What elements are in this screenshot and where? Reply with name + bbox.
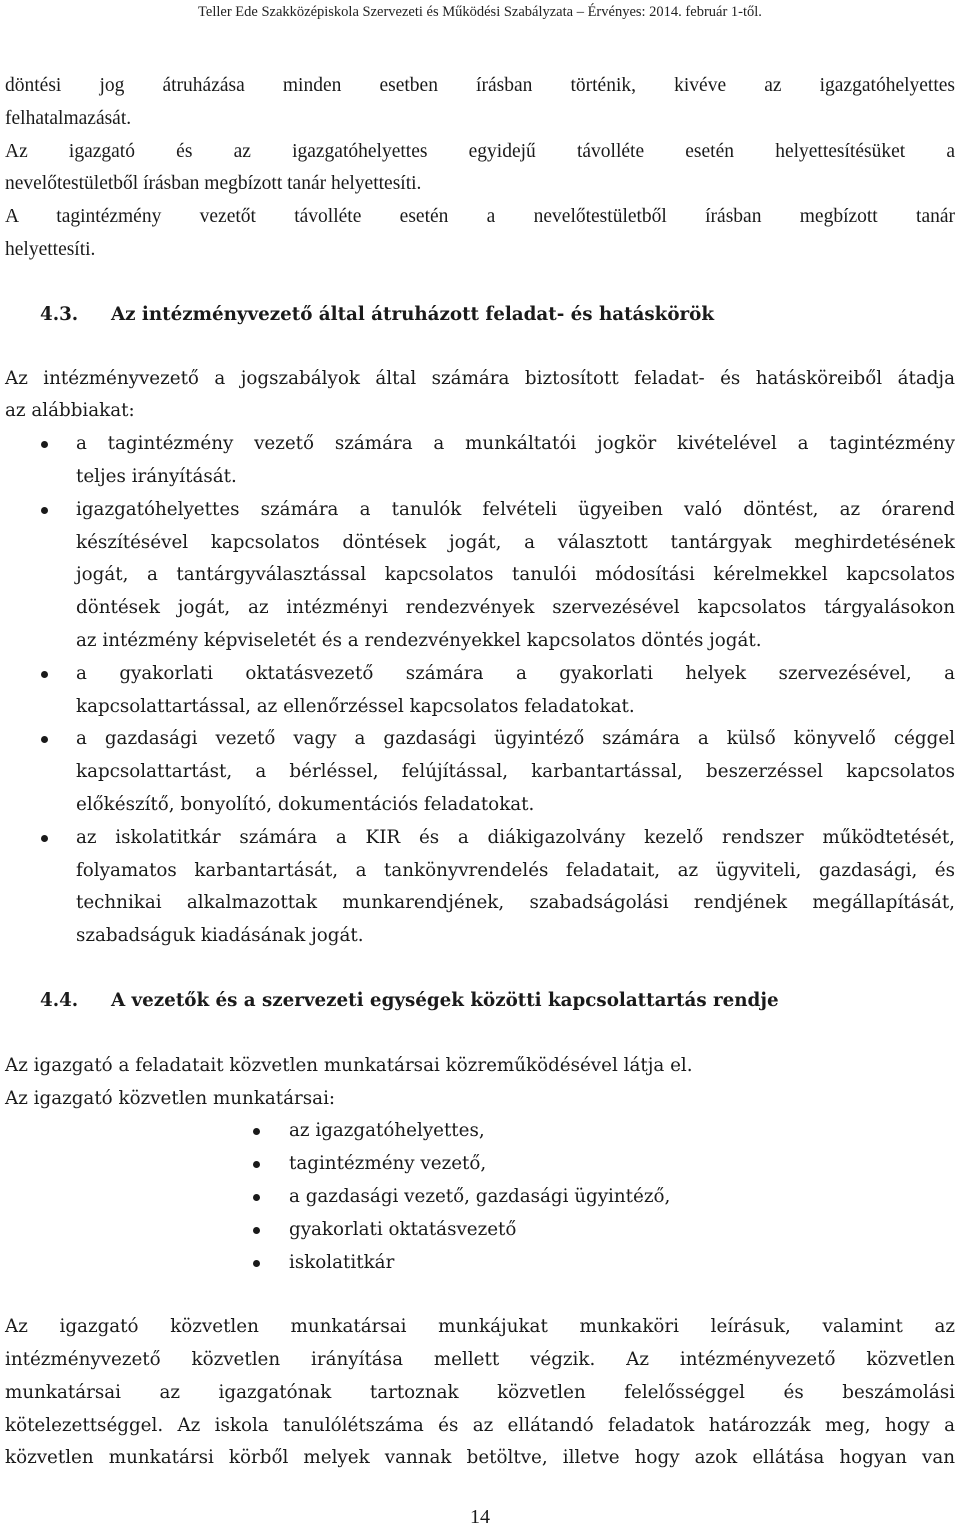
delegation-list (5, 428, 955, 953)
text-line: kapcsolattartást, a bérléssel, felújítással, karbantartással, beszerzéssel kapcsolatos (76, 761, 955, 783)
text-line: intézményvezető közvetlen irányítása mellett végzik. Az intézményvezető közvetlen (5, 1349, 955, 1371)
text-line: az alábbiakat: (5, 400, 135, 422)
direct-staff-list (5, 1115, 955, 1279)
section-intro-paragraph (5, 363, 955, 429)
document-body (5, 70, 955, 1475)
page-number: 14 (470, 1506, 490, 1528)
text-line: felhatalmazását. (5, 107, 132, 129)
text-line: helyettesíti. (5, 238, 96, 260)
text-line: készítésével kapcsolatos döntések jogát, a választott tantárgyak meghirdetésének (76, 531, 955, 553)
list-item (5, 822, 955, 953)
text-line: jogát, a tantárgyválasztással kapcsolatos tanulói módosítási kérelmekkel kapcsolatos (76, 564, 955, 586)
list-item: a gazdasági vezető, gazdasági ügyintéző, (5, 1181, 955, 1214)
text-line: Az igazgató közvetlen munkatársai munkájukat munkaköri leírásuk, valamint az (5, 1316, 955, 1338)
text-line: teljes irányítását. (76, 465, 237, 487)
list-item (5, 723, 955, 821)
list-item (5, 428, 955, 494)
list-item (5, 658, 955, 724)
text-line: folyamatos karbantartását, a tankönyvrendelés feladatait, az ügyviteli, gazdasági, és (76, 859, 955, 881)
paragraph: Az igazgató közvetlen munkatársai: (5, 1087, 336, 1109)
page-header: Teller Ede Szakközépiskola Szervezeti és Működési Szabályzata – Érvényes: 2014. február 1-től. (198, 4, 762, 20)
text-line: előkészítő, bonyolító, dokumentációs feladatokat. (76, 793, 535, 815)
section-heading-4-4 (5, 985, 955, 1018)
list-item (5, 494, 955, 658)
list-item: gyakorlati oktatásvezető (5, 1214, 955, 1247)
text-line: közvetlen munkatársi körből melyek vannak betöltve, illetve hogy azok ellátása hogyan van (5, 1447, 955, 1469)
text-line: szabadságuk kiadásának jogát. (76, 925, 364, 947)
text-line: az intézmény képviseletét és a rendezvényekkel kapcsolatos döntés jogát. (76, 629, 762, 651)
list-item: iskolatitkár (5, 1247, 955, 1280)
text-line: a gazdasági vezető vagy a gazdasági ügyintéző számára a külső könyvelő céggel (76, 728, 955, 750)
text-line: döntési jog átruházása minden esetben írásban történik, kivéve az igazgatóhelyettes (5, 75, 955, 96)
list-item: tagintézmény vezető, (5, 1148, 955, 1181)
text-line: Az intézményvezető a jogszabályok által számára biztosított feladat- és hatásköreiből átadja (5, 367, 955, 389)
text-line: döntések jogát, az intézményi rendezvények szervezésével kapcsolatos tárgyalásokon (76, 597, 955, 619)
section-heading-4-3 (5, 299, 955, 332)
text-line: A tagintézmény vezetőt távolléte esetén a nevelőtestületből írásban megbízott tanár (5, 206, 955, 228)
closing-paragraph (5, 1311, 955, 1475)
text-line: a tagintézmény vezető számára a munkáltatói jogkör kivételével a tagintézmény (76, 433, 955, 455)
text-line: Az igazgató és az igazgatóhelyettes egyidejű távolléte esetén helyettesítésüket a (5, 140, 955, 162)
paragraph: Az igazgató a feladatait közvetlen munkatársai közreműködésével látja el. (5, 1054, 693, 1076)
section-number: 4.3. (40, 303, 79, 325)
section-number: 4.4. (40, 989, 79, 1011)
text-line: nevelőtestületből írásban megbízott tanár helyettesíti. (5, 173, 422, 195)
text-line: technikai alkalmazottak munkarendjének, szabadságolási rendjének megállapítását, (76, 892, 955, 914)
text-line: a gyakorlati oktatásvezető számára a gyakorlati helyek szervezésével, a (76, 662, 955, 684)
text-line: kapcsolattartással, az ellenőrzéssel kapcsolatos feladatokat. (76, 695, 635, 717)
section-title: A vezetők és a szervezeti egységek közötti kapcsolattartás rendje (111, 989, 779, 1011)
text-line: igazgatóhelyettes számára a tanulók felvételi ügyeiben való döntést, az órarend (76, 498, 955, 520)
intro-paragraph (5, 70, 955, 267)
section-title: Az intézményvezető által átruházott feladat- és hatáskörök (111, 303, 715, 325)
text-line: munkatársai az igazgatónak tartoznak közvetlen felelősséggel és beszámolási (5, 1381, 955, 1403)
text-line: az iskolatitkár számára a KIR és a diákigazolvány kezelő rendszer működtetését, (76, 826, 955, 848)
list-item: az igazgatóhelyettes, (5, 1115, 955, 1148)
text-line: kötelezettséggel. Az iskola tanulólétszáma és az ellátandó feladatok határozzák meg, hogy a (5, 1414, 955, 1436)
